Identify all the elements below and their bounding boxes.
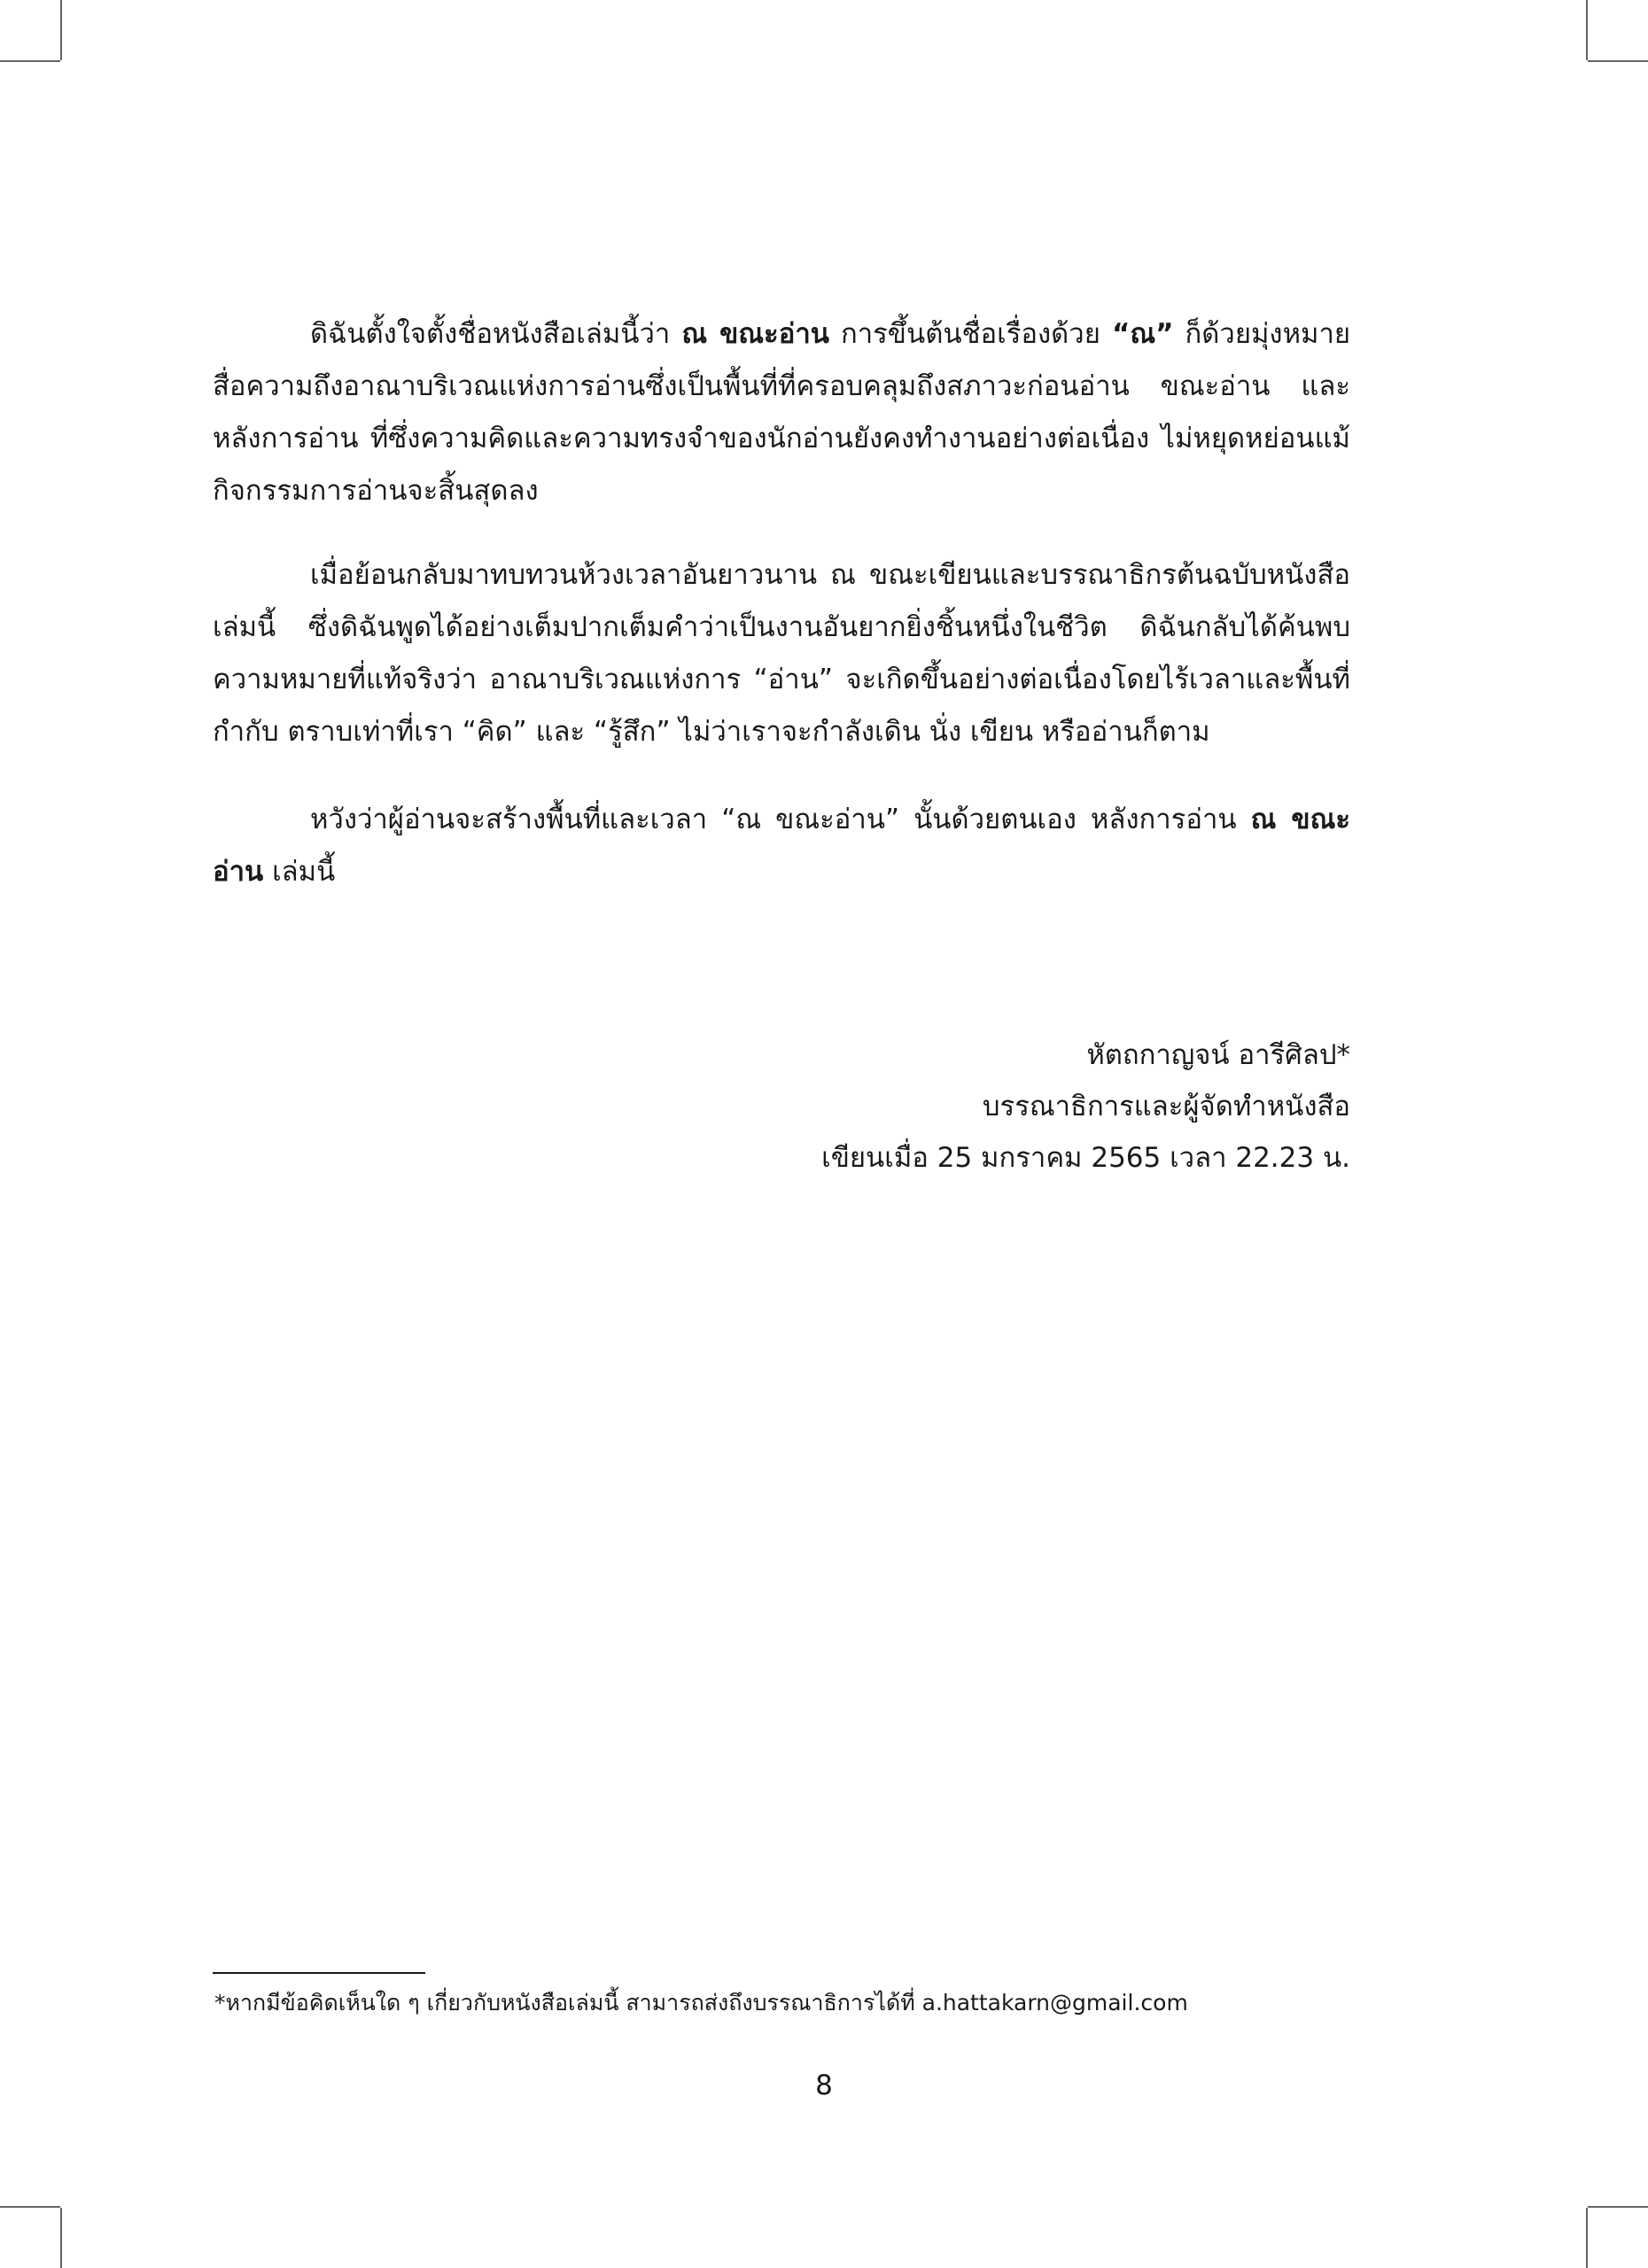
body-text — [213, 308, 1350, 898]
signature-date: เขียนเมื่อ 25 มกราคม 2565 เวลา 22.23 น. — [821, 1142, 1350, 1174]
crop-mark-bottom-right-horizontal — [1588, 2206, 1648, 2208]
signature-block — [821, 1029, 1350, 1184]
crop-mark-bottom-left-horizontal — [0, 2206, 60, 2208]
crop-mark-top-right-horizontal — [1588, 60, 1648, 62]
paragraph-1-seg-2: การขึ้นต้นชื่อเรื่องด้วย — [828, 318, 1112, 350]
paragraph-1-seg-0: ดิฉันตั้งใจตั้งชื่อหนังสือเล่มนี้ว่า — [310, 318, 682, 350]
paragraph-3-seg-1: ณ ขณะอ่าน — [213, 804, 1350, 888]
signature-name: หัตถกาญจน์ อารีศิลป* — [1086, 1039, 1350, 1071]
crop-mark-top-left-vertical — [60, 0, 62, 60]
crop-mark-top-right-vertical — [1586, 0, 1588, 60]
crop-mark-bottom-right-vertical — [1586, 2208, 1588, 2268]
crop-mark-top-left-horizontal — [0, 60, 60, 62]
footnote-rule — [213, 1972, 425, 1974]
paragraph-3 — [213, 794, 1350, 898]
footnote: *หากมีข้อคิดเห็นใด ๆ เกี่ยวกับหนังสือเล่มนี้ สามารถส่งถึงบรรณาธิการได้ที่ a.hattakarn@gmail.com — [214, 1990, 1188, 2016]
paragraph-1-seg-3: “ณ” — [1111, 318, 1174, 350]
paragraph-2 — [213, 549, 1350, 758]
paragraph-3-seg-2: เล่มนี้ — [263, 856, 336, 888]
paragraph-1-seg-1: ณ ขณะอ่าน — [681, 318, 829, 350]
page-number: 8 — [815, 2070, 833, 2101]
paragraph-1-seg-4: ก็ด้วยมุ่งหมายสื่อความถึงอาณาบริเวณแห่งการอ่านซึ่งเป็นพื้นที่ที่ครอบคลุมถึงสภาวะก่อนอ่าน ขณะอ่าน และหลังการอ่าน ที่ซึ่งความคิดและความทรงจำของนักอ่านยังคงทำงานอย่างต่อเนื่อง ไม่หยุดหย่อนแม้กิจกรรมการอ่านจะสิ้นสุดลง — [213, 318, 1351, 507]
crop-mark-bottom-left-vertical — [60, 2208, 62, 2268]
paragraph-3-seg-0: หวังว่าผู้อ่านจะสร้างพื้นที่และเวลา “ณ ขณะอ่าน” นั้นด้วยตนเอง หลังการอ่าน — [310, 804, 1251, 835]
signature-role: บรรณาธิการและผู้จัดทำหนังสือ — [982, 1091, 1350, 1122]
paragraph-2-seg-0: เมื่อย้อนกลับมาทบทวนห้วงเวลาอันยาวนาน ณ ขณะเขียนและบรรณาธิกรต้นฉบับหนังสือเล่มนี้ ซึ่งดิฉันพูดได้อย่างเต็มปากเต็มคำว่าเป็นงานอันยากยิ่งชิ้นหนึ่งในชีวิต ดิฉันกลับได้ค้นพบความหมายที่แท้จริงว่า อาณาบริเวณแห่งการ “อ่าน” จะเกิดขึ้นอย่างต่อเนื่องโดยไร้เวลาและพื้นที่กำกับ ตราบเท่าที่เรา “คิด” และ “รู้สึก” ไม่ว่าเราจะกำลังเดิน นั่ง เขียน หรืออ่านก็ตาม — [213, 559, 1350, 748]
paragraph-1 — [213, 308, 1350, 517]
